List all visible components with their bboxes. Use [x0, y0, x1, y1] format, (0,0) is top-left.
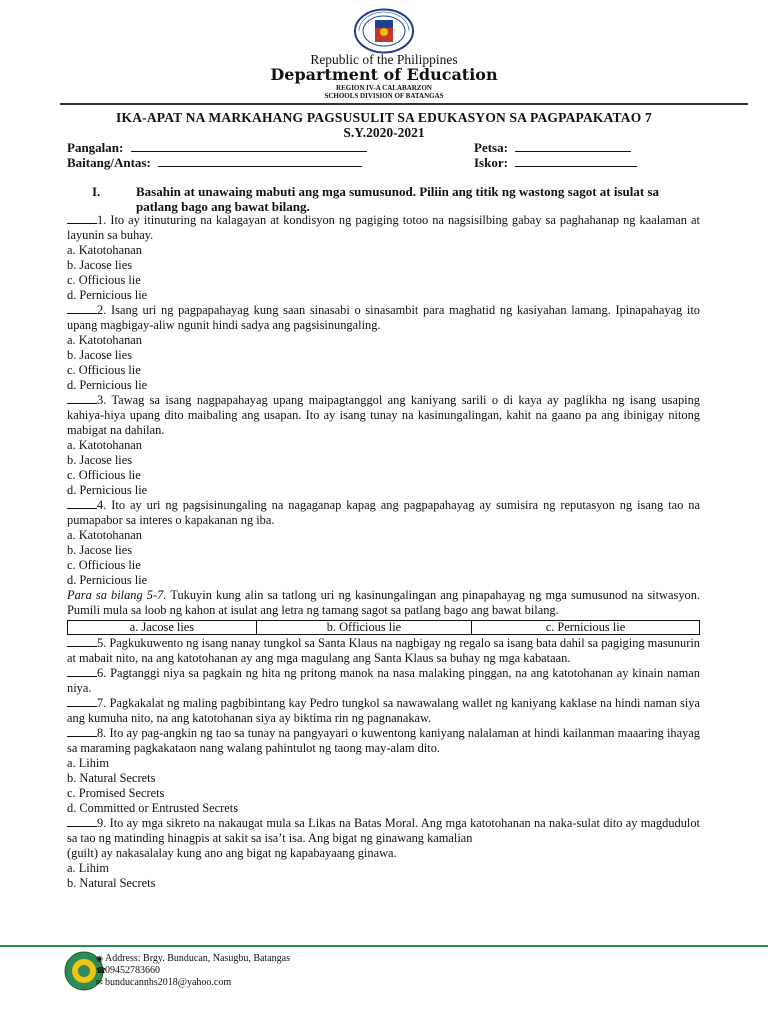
name-blank[interactable] [131, 140, 367, 152]
region-line: REGION IV-A CALABARZON [336, 84, 432, 92]
question-9-continued: (guilt) ay nakasalalay kung ano ang bigat ng kapabayaang ginawa. [67, 846, 397, 860]
grade-label: Baitang/Antas: [67, 155, 151, 170]
school-year: S.Y.2020-2021 [343, 125, 425, 140]
exam-title: IKA-APAT NA MARKAHANG PAGSUSULIT SA EDUKASYON SA PAGPAPAKATAO 7 [116, 110, 652, 125]
option: d. Pernicious lie [67, 573, 148, 587]
answer-blank[interactable] [67, 666, 97, 677]
answer-blank[interactable] [67, 696, 97, 707]
option: d. Pernicious lie [67, 378, 148, 392]
score-field[interactable] [474, 155, 637, 171]
option: b. Natural Secrets [67, 876, 156, 890]
option: b. Jacose lies [67, 543, 133, 557]
question-2: 2. Isang uri ng pagpapahayag kung saan sinasabi o sinasambit para maghatid ng kasiyahan lamang. Ipinapahayag ito upang magbigay-aliw ngunit hindi sadya ang pagsisinungaling. [67, 303, 700, 332]
date-blank[interactable] [515, 140, 631, 152]
footer-rule [0, 945, 768, 947]
option: c. Officious lie [67, 363, 141, 377]
footer-address: ◉ Address: Brgy. Bunducan, Nasugbu, Batangas [96, 953, 290, 964]
answer-blank[interactable] [67, 726, 97, 737]
option: c. Officious lie [67, 273, 141, 287]
option: c. Officious lie [67, 468, 141, 482]
option: a. Lihim [67, 861, 109, 875]
question-6: 6. Pagtanggi niya sa pagkain ng hita ng pritong manok na nasa malaking pinggan, na ang katotohanan ay kinain naman niya. [67, 666, 700, 695]
option: b. Jacose lies [67, 258, 133, 272]
choice-box [67, 620, 700, 635]
choice-a: a. Jacose lies [68, 621, 257, 635]
header-rule [60, 103, 748, 105]
question-7: 7. Pagkakalat ng maling pagbibintang kay Pedro tungkol sa nawawalang wallet ng kaniyang kaklase na hindi naman siya ang kumuha nito, na ang katotohanan siya ay biktima rin ng pagnanakaw. [67, 696, 700, 725]
grade-blank[interactable] [158, 155, 362, 167]
question-8: 8. Ito ay pag-angkin ng tao sa tunay na pangyayari o kuwentong kaniyang nalalaman at hindi kailanman maaaring ihayag sa maraming pagkakataon nang walang pahintulot ng taong may-alam dito. [67, 726, 700, 755]
footer-contact [96, 953, 290, 989]
answer-blank[interactable] [67, 498, 97, 509]
option: a. Katotohanan [67, 243, 143, 257]
option: b. Natural Secrets [67, 771, 156, 785]
option: a. Lihim [67, 756, 109, 770]
option: b. Jacose lies [67, 348, 133, 362]
name-field[interactable] [67, 140, 367, 156]
question-list [67, 213, 700, 891]
option: a. Katotohanan [67, 333, 143, 347]
question-4: 4. Ito ay uri ng pagsisinungaling na nagaganap kapag ang pagpapahayag ay sumisira ng reputasyon ng isang tao na pumapabor sa interes o kapakanan ng iba. [67, 498, 700, 527]
option: b. Jacose lies [67, 453, 133, 467]
email-icon: ✉ [96, 978, 103, 987]
score-label: Iskor: [474, 155, 508, 170]
score-blank[interactable] [515, 155, 637, 167]
option: d. Committed or Entrusted Secrets [67, 801, 239, 815]
answer-blank[interactable] [67, 393, 97, 404]
answer-blank[interactable] [67, 636, 97, 647]
question-1: 1. Ito ay itinuturing na kalagayan at kondisyon ng pagiging totoo na nagsisilbing gabay sa paghahanap ng kaalaman at layunin sa buhay. [67, 213, 700, 242]
answer-blank[interactable] [67, 816, 97, 827]
footer-phone: ☎09452783660 [96, 965, 160, 976]
section-number: I. [92, 184, 101, 199]
section-5-7-instructions: Para sa bilang 5-7. Tukuyin kung alin sa tatlong uri ng kasinungalingan ang pinapahayag ng mga sumusunod na sitwasyon. Pumili mula sa loob ng kahon at isulat ang letra ng tamang sagot sa patlang bago ang bawat bilang. [67, 588, 701, 617]
department-title: Department of Education [270, 65, 498, 84]
option: a. Katotohanan [67, 528, 143, 542]
date-field[interactable] [474, 140, 631, 156]
choice-b: b. Officious lie [256, 621, 471, 635]
grade-field[interactable] [67, 155, 362, 171]
division-line: SCHOOLS DIVISION OF BATANGAS [324, 92, 444, 100]
date-label: Petsa: [474, 140, 508, 155]
question-3: 3. Tawag sa isang nagpapahayag upang maipagtanggol ang kaniyang sarili o di kaya ay paglikha ng isang usaping kahiya-hiya upang dito maibaling ang usapan. Ito ay isang tunay na kasinungalingan, kahit na gaano pa ang ibinigay nitong mabigat na dahilan. [67, 393, 700, 437]
deped-seal [353, 8, 415, 54]
option: d. Pernicious lie [67, 483, 148, 497]
location-icon: ◉ [96, 954, 103, 963]
choice-c: c. Pernicious lie [471, 621, 699, 635]
phone-icon: ☎ [96, 966, 106, 975]
question-9: 9. Ito ay mga sikreto na nakaugat mula sa Likas na Batas Moral. Ang mga katotohanan na naka-sulat dito ay magdudulot sa tao ng matinding hinagpis at sakit sa isa’t isa. Ang bigat ng ginawang kamalian [67, 816, 700, 845]
name-label: Pangalan: [67, 140, 124, 155]
option: d. Pernicious lie [67, 288, 148, 302]
republic-line: Republic of the Philippines [310, 52, 458, 67]
question-5: 5. Pagkukuwento ng isang nanay tungkol sa Santa Klaus na nagbigay ng regalo sa isang bata dahil sa pagiging masunurin at mabait nito, na ang katotohanan ay ang mga magulang ang Santa Klaus sa buhay ng mga kabataan. [67, 636, 700, 665]
answer-blank[interactable] [67, 213, 97, 224]
option: a. Katotohanan [67, 438, 143, 452]
option: c. Officious lie [67, 558, 141, 572]
instructions-text: Basahin at unawaing mabuti ang mga sumusunod. Piliin ang titik ng wastong sagot at isulat sa patlang bago ang bawat bilang. [136, 184, 660, 214]
footer-email[interactable]: ✉ bunducannhs2018@yahoo.com [96, 977, 232, 988]
option: c. Promised Secrets [67, 786, 165, 800]
answer-blank[interactable] [67, 303, 97, 314]
